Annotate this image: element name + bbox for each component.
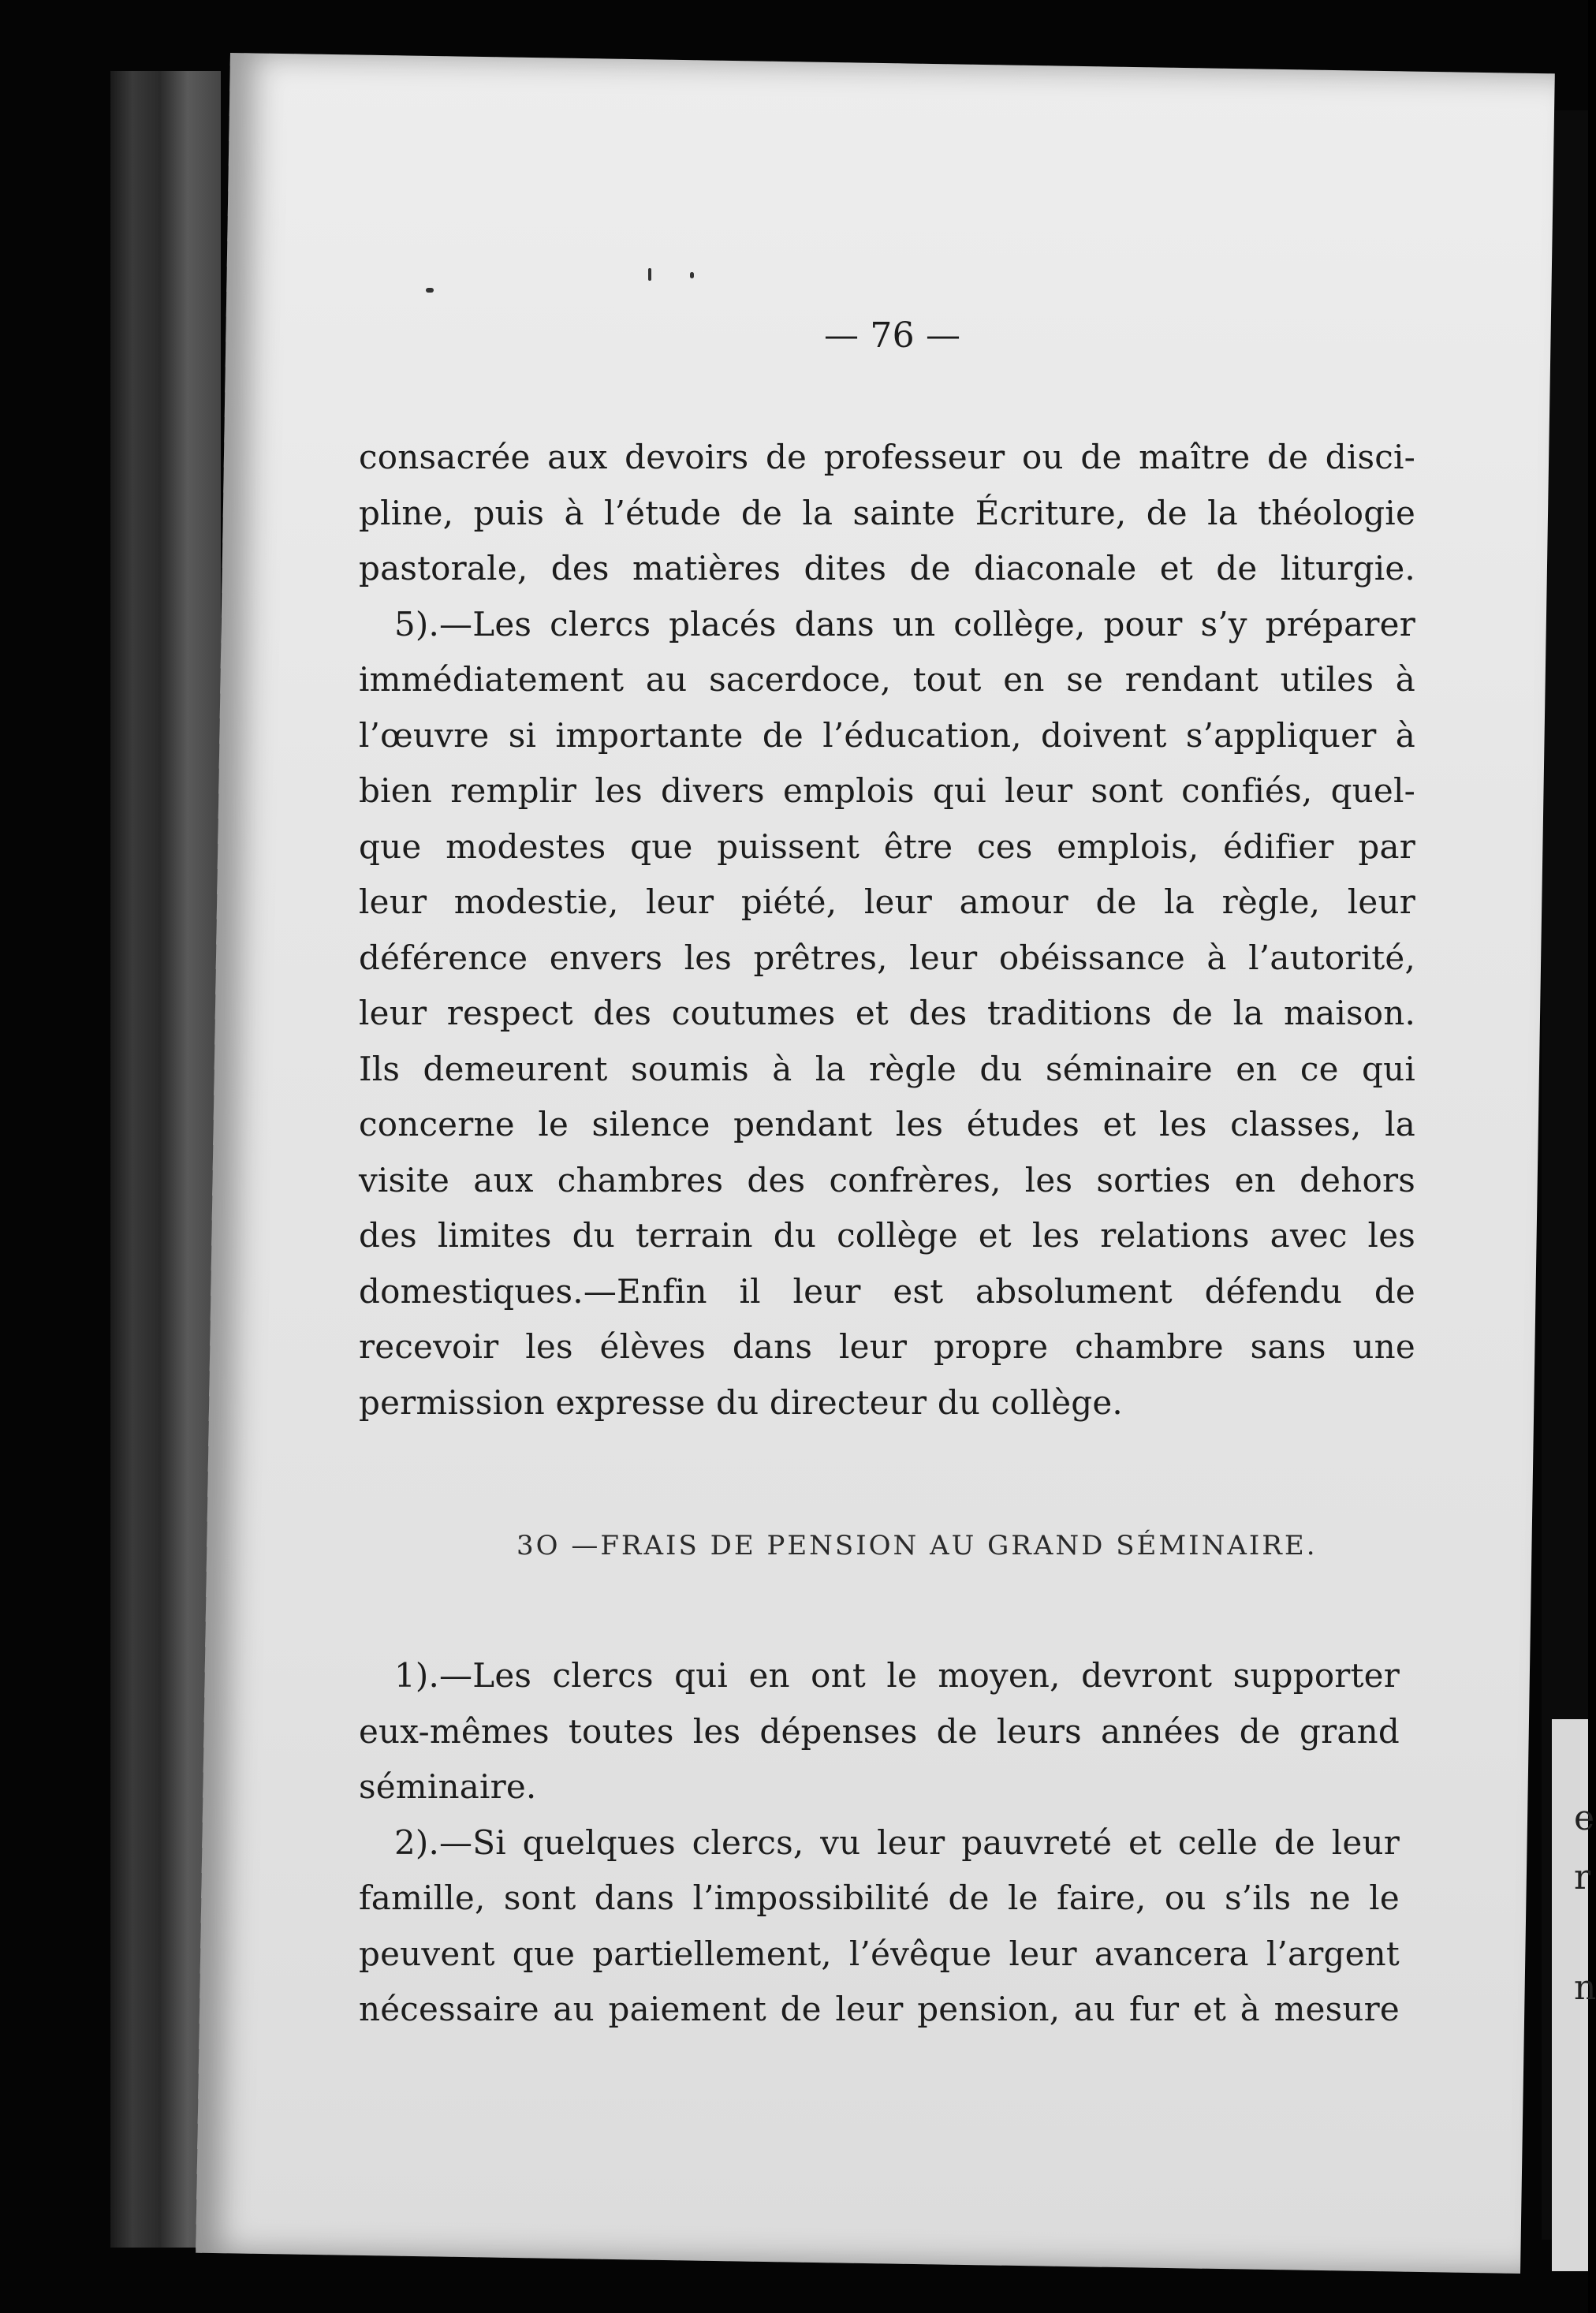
- text-line: 2).—Si quelques clercs, vu leur pauvreté et celle de leur: [394, 1822, 1400, 1862]
- scan-speck: [648, 268, 651, 281]
- body-paragraph: [359, 430, 1415, 1431]
- text-line: déférence envers les prêtres, leur obéissance à l’autorité,: [359, 938, 1415, 977]
- next-page-fragment: e: [1574, 1798, 1595, 1838]
- text-line: 1).—Les clercs qui en ont le moyen, devront supporter: [394, 1656, 1400, 1695]
- next-page-fragment: n: [1574, 1968, 1596, 2008]
- scan-speck: [690, 272, 694, 278]
- text-line: famille, sont dans l’impossibilité de le faire, ou s’ils ne le: [359, 1878, 1400, 1917]
- text-line: visite aux chambres des confrères, les sorties en dehors: [359, 1160, 1415, 1199]
- section-paragraph: [359, 1648, 1400, 2038]
- text-line: recevoir les élèves dans leur propre chambre sans une: [359, 1327, 1415, 1366]
- text-line: séminaire.: [359, 1767, 537, 1806]
- page-number: — 76 —: [824, 315, 961, 356]
- text-line: que modestes que puissent être ces emplois, édifier par: [359, 826, 1415, 866]
- text-line: leur respect des coutumes et des traditions de la maison.: [359, 994, 1415, 1032]
- text-line: permission expresse du directeur du collège.: [359, 1382, 1123, 1422]
- text-line: eux-mêmes toutes les dépenses de leurs années de grand: [359, 1711, 1400, 1751]
- text-line: Ils demeurent soumis à la règle du séminaire en ce qui: [359, 1049, 1415, 1088]
- text-line: nécessaire au paiement de leur pension, au fur et à mesure: [359, 1990, 1400, 2028]
- text-line: des limites du terrain du collège et les relations avec les: [359, 1216, 1415, 1255]
- text-line: domestiques.—Enfin il leur est absolument défendu de: [359, 1271, 1415, 1311]
- text-line: 5).—Les clercs placés dans un collège, pour s’y préparer: [394, 604, 1415, 644]
- text-line: leur modestie, leur piété, leur amour de la règle, leur: [359, 882, 1415, 921]
- text-line: bien remplir les divers emplois qui leur sont confiés, quel-: [359, 771, 1415, 810]
- text-line: l’œuvre si importante de l’éducation, doivent s’appliquer à: [359, 715, 1415, 755]
- next-page-fragment: r: [1574, 1857, 1591, 1897]
- text-line: consacrée aux devoirs de professeur ou de maître de disci-: [359, 438, 1415, 476]
- scan-speck: [426, 288, 434, 293]
- text-line: immédiatement au sacerdoce, tout en se rendant utiles à: [359, 660, 1415, 699]
- section-heading: 3O —FRAIS DE PENSION AU GRAND SÉMINAIRE.: [516, 1530, 1318, 1561]
- text-line: pastorale, des matières dites de diaconale et de liturgie.: [359, 549, 1415, 588]
- text-line: peuvent que partiellement, l’évêque leur avancera l’argent: [359, 1934, 1400, 1973]
- text-line: concerne le silence pendant les études et les classes, la: [359, 1105, 1415, 1143]
- text-line: pline, puis à l’étude de la sainte Écriture, de la théologie: [359, 493, 1415, 532]
